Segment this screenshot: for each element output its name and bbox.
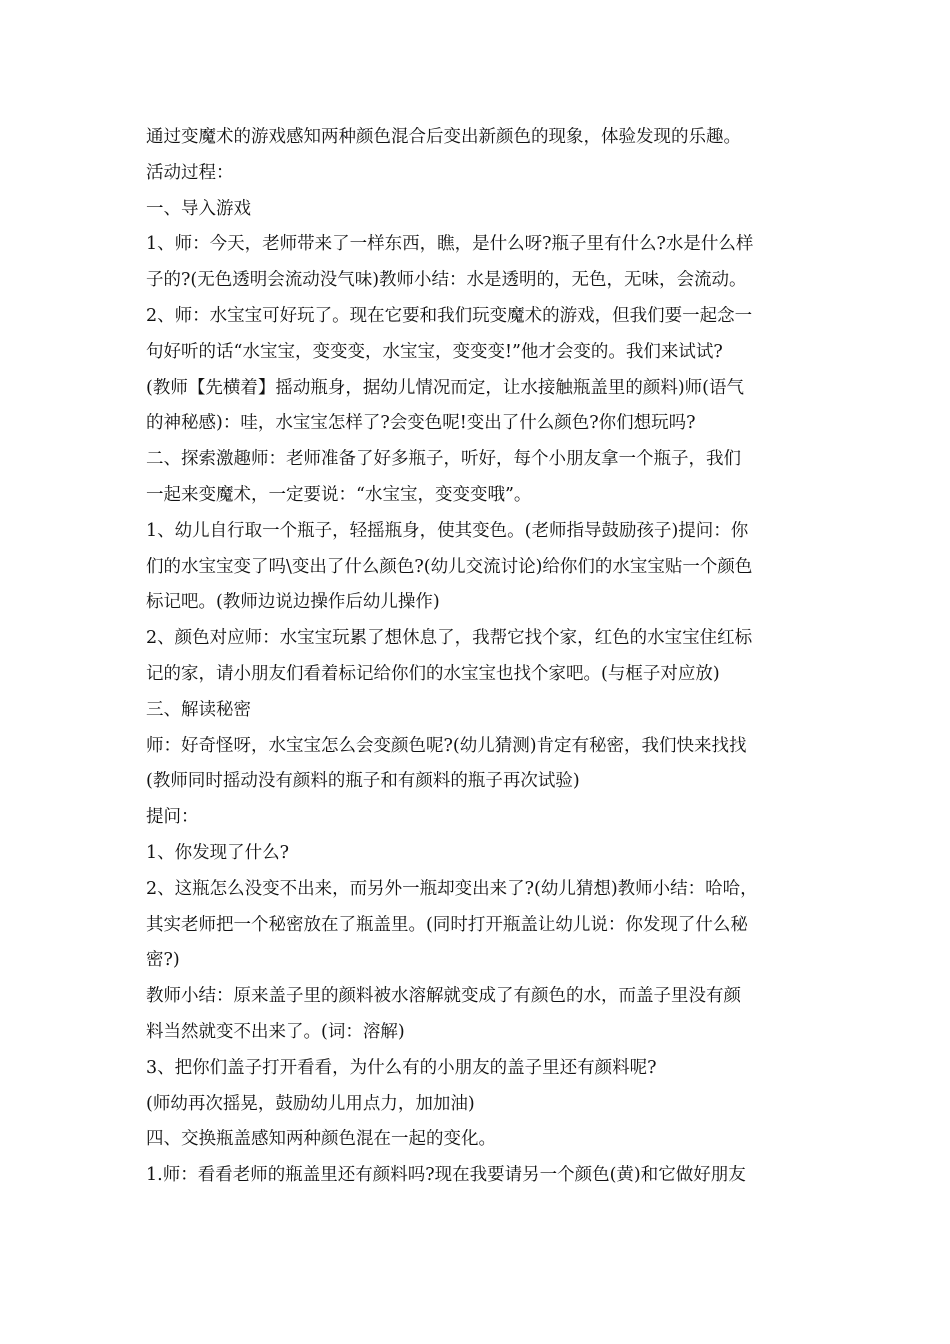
section-heading: 一、导入游戏 — [146, 198, 251, 219]
text-line: 句好听的话“水宝宝，变变变，水宝宝，变变变!”他才会变的。我们来试试? — [146, 341, 723, 362]
text-line: 1、师：今天，老师带来了一样东西，瞧，是什么呀?瓶子里有什么?水是什么样 — [146, 234, 754, 255]
text-line: 的神秘感)：哇，水宝宝怎样了?会变色呢!变出了什么颜色?你们想玩吗? — [146, 413, 696, 434]
text-line: 料当然就变不出来了。(词：溶解) — [146, 1021, 405, 1042]
section-heading: 二、探索激趣师：老师准备了好多瓶子，听好，每个小朋友拿一个瓶子，我们 — [146, 449, 741, 470]
text-line: 师：好奇怪呀，水宝宝怎么会变颜色呢?(幼儿猜测)肯定有秘密，我们快来找找 — [146, 735, 747, 756]
text-line: 3、把你们盖子打开看看，为什么有的小朋友的盖子里还有颜料呢? — [146, 1057, 657, 1078]
text-line: 子的?(无色透明会流动没气味)教师小结：水是透明的，无色，无味，会流动。 — [146, 270, 747, 291]
text-line: 1、幼儿自行取一个瓶子，轻摇瓶身，使其变色。(老师指导鼓励孩子)提问：你 — [146, 520, 749, 541]
text-line: 2、师：水宝宝可好玩了。现在它要和我们玩变魔术的游戏，但我们要一起念一 — [146, 305, 753, 326]
document-body — [146, 120, 812, 1194]
section-heading: 三、解读秘密 — [146, 699, 251, 720]
text-line: 活动过程： — [146, 162, 234, 183]
text-line: 其实老师把一个秘密放在了瓶盖里。(同时打开瓶盖让幼儿说：你发现了什么秘 — [146, 914, 748, 935]
text-line: 2、这瓶怎么没变不出来，而另外一瓶却变出来了?(幼儿猜想)教师小结：哈哈， — [146, 878, 758, 899]
text-line: 密?) — [146, 950, 180, 971]
text-line: 通过变魔术的游戏感知两种颜色混合后变出新颜色的现象，体验发现的乐趣。 — [146, 127, 741, 147]
section-heading: 四、交换瓶盖感知两种颜色混在一起的变化。 — [146, 1129, 496, 1150]
text-line: 1、你发现了什么? — [146, 842, 290, 863]
text-line: 1.师：看看老师的瓶盖里还有颜料吗?现在我要请另一个颜色(黄)和它做好朋友 — [146, 1165, 746, 1186]
text-line: (师幼再次摇晃，鼓励幼儿用点力，加加油) — [146, 1093, 475, 1114]
text-line: (教师同时摇动没有颜料的瓶子和有颜料的瓶子再次试验) — [146, 771, 580, 792]
text-line: (教师【先横着】摇动瓶身，据幼儿情况而定，让水接触瓶盖里的颜料)师(语气 — [146, 377, 744, 398]
text-line: 标记吧。(教师边说边操作后幼儿操作) — [146, 592, 440, 613]
text-line: 教师小结：原来盖子里的颜料被水溶解就变成了有颜色的水，而盖子里没有颜 — [146, 986, 741, 1007]
text-line: 2、颜色对应师：水宝宝玩累了想休息了，我帮它找个家，红色的水宝宝住红标 — [146, 628, 753, 649]
text-line: 提问： — [146, 807, 199, 828]
text-line: 们的水宝宝变了吗\变出了什么颜色?(幼儿交流讨论)给你们的水宝宝贴一个颜色 — [146, 556, 753, 577]
text-line: 记的家，请小朋友们看着标记给你们的水宝宝也找个家吧。(与框子对应放) — [146, 663, 720, 684]
text-line: 一起来变魔术，一定要说：“水宝宝，变变变哦”。 — [146, 484, 532, 505]
